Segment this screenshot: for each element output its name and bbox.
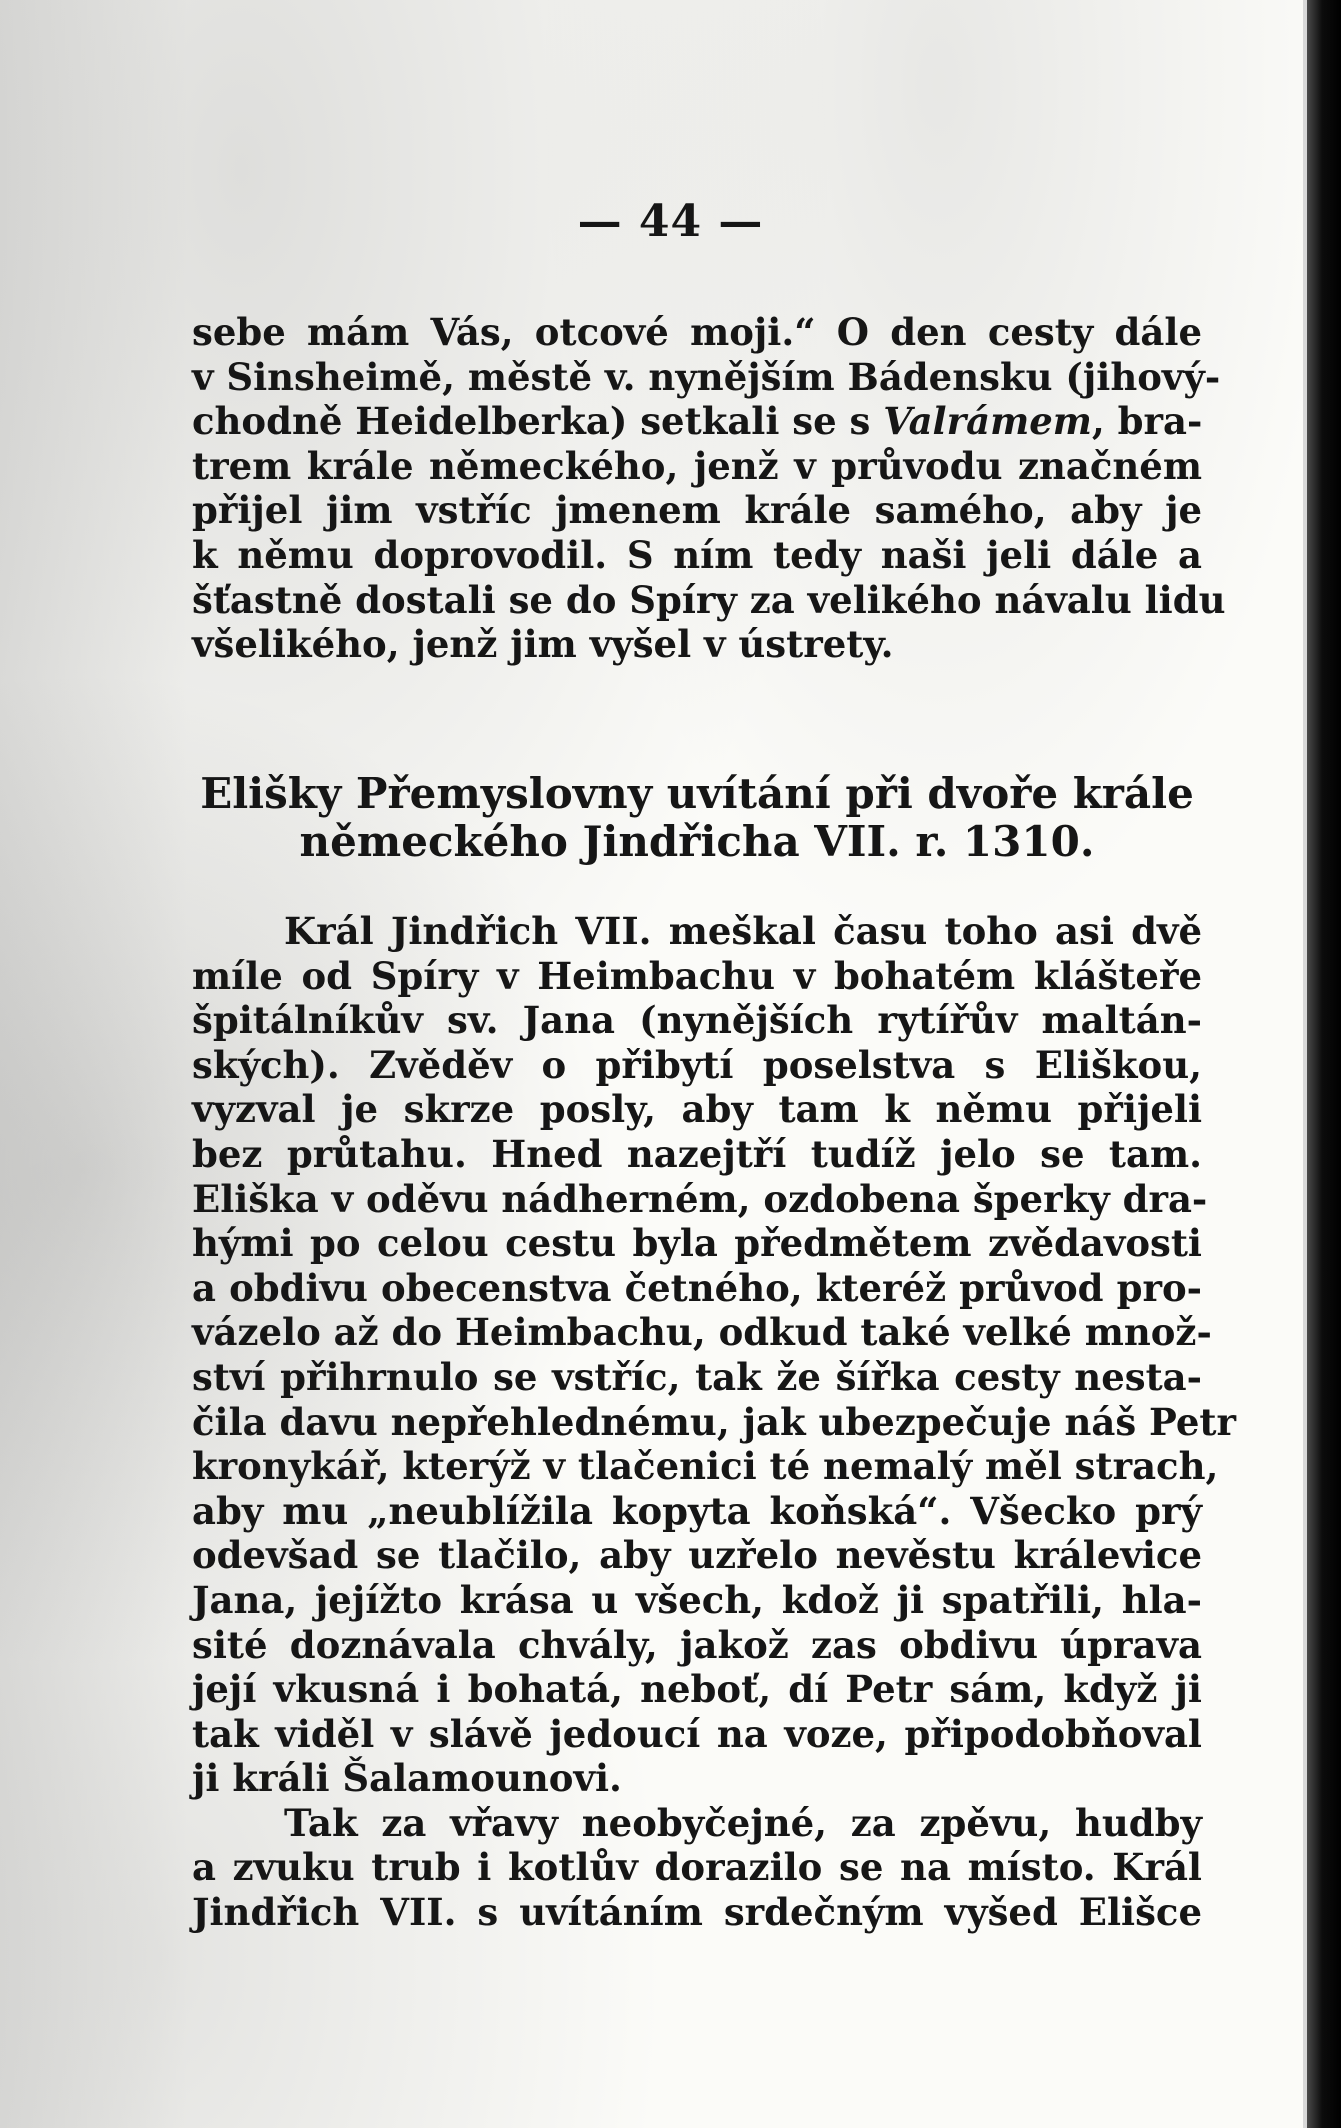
- text-line: vyzval je skrze posly, aby tam k němu přijeli: [192, 1087, 1202, 1132]
- text-line: čila davu nepřehlednému, jak ubezpečuje náš Petr: [192, 1399, 1236, 1444]
- text-line: špitálníkův sv. Jana (nynějších rytířův maltán-: [192, 998, 1202, 1043]
- section-body: [192, 909, 1236, 1935]
- text-line: vázelo až do Heimbachu, odkud také velké množ-: [192, 1310, 1212, 1355]
- text-line: odevšad se tlačilo, aby uzřelo nevěstu králevice: [192, 1533, 1202, 1578]
- text-line: míle od Spíry v Heimbachu v bohatém klášteře: [192, 953, 1202, 998]
- paragraph-continuation: [192, 310, 1226, 667]
- text-line: hými po celou cestu byla předmětem zvědavosti: [192, 1221, 1202, 1266]
- heading-line: německého Jindřicha VII. r. 1310.: [299, 817, 1095, 866]
- text-line: aby mu „neublížila kopyta koňská“. Všecko prý: [192, 1488, 1202, 1533]
- text-line: bez průtahu. Hned nazejtří tudíž jelo se tam.: [192, 1131, 1202, 1176]
- text-line: a obdivu obecenstva četného, kteréž průvod pro-: [192, 1265, 1202, 1310]
- text-line: sité doznávala chvály, jakož zas obdivu úprava: [192, 1622, 1202, 1667]
- text-line: k němu doprovodil. S ním tedy naši jeli dále a: [192, 532, 1202, 577]
- text-line: Eliška v oděvu nádherném, ozdobena šperky dra-: [192, 1176, 1208, 1221]
- text-line: Jana, jejížto krása u všech, kdož ji spatřili, hla-: [192, 1577, 1202, 1622]
- text-line: přijel jim vstříc jmenem krále samého, aby je: [192, 488, 1202, 533]
- text-line: v Sinsheimě, městě v. nynějším Bádensku (jihový-: [192, 354, 1221, 399]
- text-line: všelikého, jenž jim vyšel v ústrety.: [192, 622, 894, 667]
- text-line: trem krále německého, jenž v průvodu značném: [192, 443, 1202, 488]
- page-number: — 44 —: [577, 196, 764, 247]
- text-line: ji králi Šalamounovi.: [192, 1756, 622, 1801]
- text-line: šťastně dostali se do Spíry za velikého návalu lidu: [192, 577, 1226, 622]
- text-line: Král Jindřich VII. meškal času toho asi dvě: [284, 909, 1202, 953]
- text-line: Tak za vřavy neobyčejné, za zpěvu, hudby: [284, 1800, 1202, 1845]
- text-line: sebe mám Vás, otcové moji.“ O den cesty dále: [192, 310, 1202, 354]
- text-line: ských). Zvěděv o přibytí poselstva s Eliškou,: [192, 1042, 1202, 1087]
- text-line: Jindřich VII. s uvítáním srdečným vyšed Elišce: [192, 1890, 1202, 1935]
- text-line: ství přihrnulo se vstříc, tak že šířka cesty nesta-: [192, 1354, 1202, 1399]
- text-line: kronykář, kterýž v tlačenici té nemalý měl strach,: [192, 1444, 1219, 1489]
- scan-edge-shadow: [1307, 0, 1341, 2128]
- text-line: tak viděl v slávě jedoucí na voze, připodobňoval: [192, 1711, 1202, 1756]
- text-line: chodně Heidelberka) setkali se s Valrámem, bra-: [192, 399, 1203, 444]
- heading-line: Elišky Přemyslovny uvítání při dvoře krále: [200, 769, 1194, 818]
- text-line: a zvuku trub i kotlův dorazilo se na místo. Král: [192, 1845, 1202, 1890]
- italic-name: Valrámem: [883, 399, 1092, 444]
- text-line: její vkusná i bohatá, neboť, dí Petr sám, když ji: [192, 1667, 1202, 1712]
- section-heading: [192, 770, 1202, 866]
